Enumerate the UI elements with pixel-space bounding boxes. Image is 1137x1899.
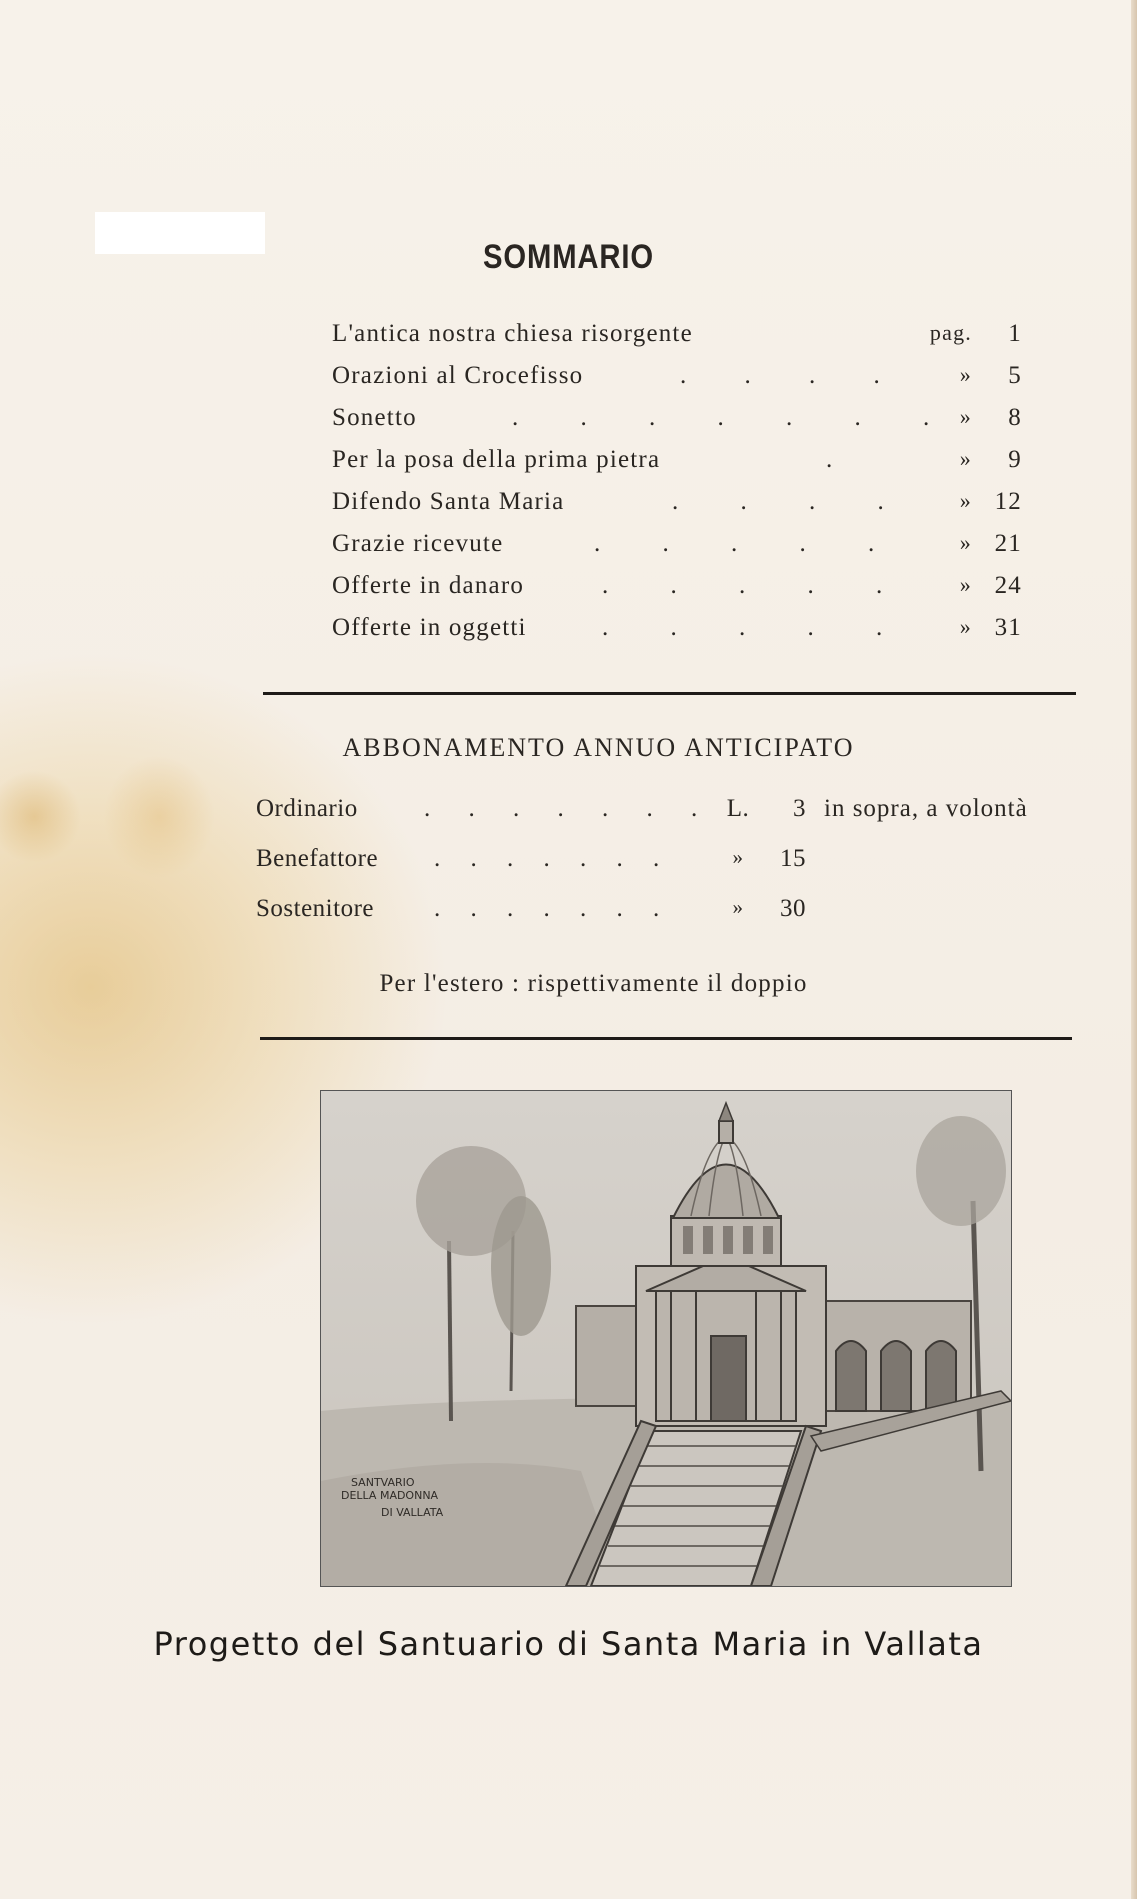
toc-page-marker: » (959, 362, 972, 387)
sanctuary-illustration (320, 1090, 1012, 1587)
toc-leader-dots: . . . . . . . (512, 404, 958, 431)
currency-marker: L. (726, 795, 750, 822)
toc-entry (332, 446, 1022, 488)
subscription-label: Benefattore (256, 845, 379, 872)
toc-entry (332, 404, 1022, 446)
toc-page-number: 12 (994, 488, 1022, 515)
ditto-marker: » (732, 845, 744, 869)
toc-page-marker: » (959, 488, 972, 513)
table-of-contents (332, 320, 1022, 656)
toc-page-marker: » (959, 530, 972, 555)
toc-page-marker: pag. (929, 320, 972, 345)
toc-entry-title: Offerte in oggetti (332, 614, 527, 641)
toc-page-number: 9 (1008, 446, 1022, 473)
toc-entry (332, 320, 1022, 362)
subscription-heading: ABBONAMENTO ANNUO ANTICIPATO (342, 733, 855, 762)
illustration-caption: Progetto del Santuario di Santa Maria in Vallata (153, 1625, 984, 1663)
subscription-label: Sostenitore (256, 895, 374, 922)
toc-page-number: 5 (1008, 362, 1022, 389)
toc-entry-title: Offerte in danaro (332, 572, 525, 599)
ditto-marker: » (732, 895, 744, 919)
toc-page-number: 1 (1008, 320, 1022, 347)
subscription-amount: 15 (780, 845, 806, 872)
toc-page-number: 21 (994, 530, 1022, 557)
toc-entry (332, 488, 1022, 530)
toc-leader-dots: . . . . (672, 488, 912, 515)
toc-entry-title: Orazioni al Crocefisso (332, 362, 584, 389)
subscription-table (256, 795, 1086, 945)
toc-entry-title: Sonetto (332, 404, 417, 431)
toc-entry (332, 614, 1022, 656)
inscription-line: DI VALLATA (381, 1506, 444, 1519)
toc-page-number: 31 (994, 614, 1022, 641)
toc-entry-title: Difendo Santa Maria (332, 488, 565, 515)
subscription-label: Ordinario (256, 795, 358, 822)
subscription-amount: 30 (780, 895, 806, 922)
toc-page-number: 24 (994, 572, 1022, 599)
subscription-row (256, 795, 1086, 845)
toc-page-marker: » (959, 404, 972, 429)
section-divider (263, 692, 1076, 695)
toc-leader-dots: . . . . . (602, 572, 911, 599)
foreign-subscription-note: Per l'estero : rispettivamente il doppio (379, 970, 808, 997)
toc-leader-dots: . . . . . (602, 614, 911, 641)
toc-entry-title: Per la posa della prima pietra (332, 446, 661, 473)
toc-entry (332, 362, 1022, 404)
toc-entry (332, 530, 1022, 572)
subscription-leader-dots: . . . . . . . (434, 895, 672, 922)
summary-title: SOMMARIO (483, 238, 654, 276)
toc-leader-dots: . (826, 446, 859, 473)
subscription-row (256, 845, 1086, 895)
toc-entry-title: Grazie ricevute (332, 530, 504, 557)
page-edge-shadow (1131, 0, 1137, 1899)
subscription-leader-dots: . . . . . . . (424, 795, 714, 822)
inscription-line: DELLA MADONNA (341, 1489, 439, 1502)
subscription-row (256, 895, 1086, 945)
subscription-leader-dots: . . . . . . . (434, 845, 672, 872)
toc-page-number: 8 (1008, 404, 1022, 431)
toc-page-marker: » (959, 572, 972, 597)
toc-leader-dots: . . . . (680, 362, 906, 389)
toc-page-marker: » (959, 446, 972, 471)
inscription-line: SANTVARIO (351, 1476, 415, 1489)
toc-page-marker: » (959, 614, 972, 639)
toc-entry (332, 572, 1022, 614)
subscription-note: in sopra, a volontà (824, 795, 1028, 822)
toc-leader-dots: . . . . . (594, 530, 903, 557)
section-divider (260, 1037, 1072, 1040)
subscription-amount: 3 (793, 795, 806, 822)
toc-entry-title: L'antica nostra chiesa risorgente (332, 320, 693, 347)
